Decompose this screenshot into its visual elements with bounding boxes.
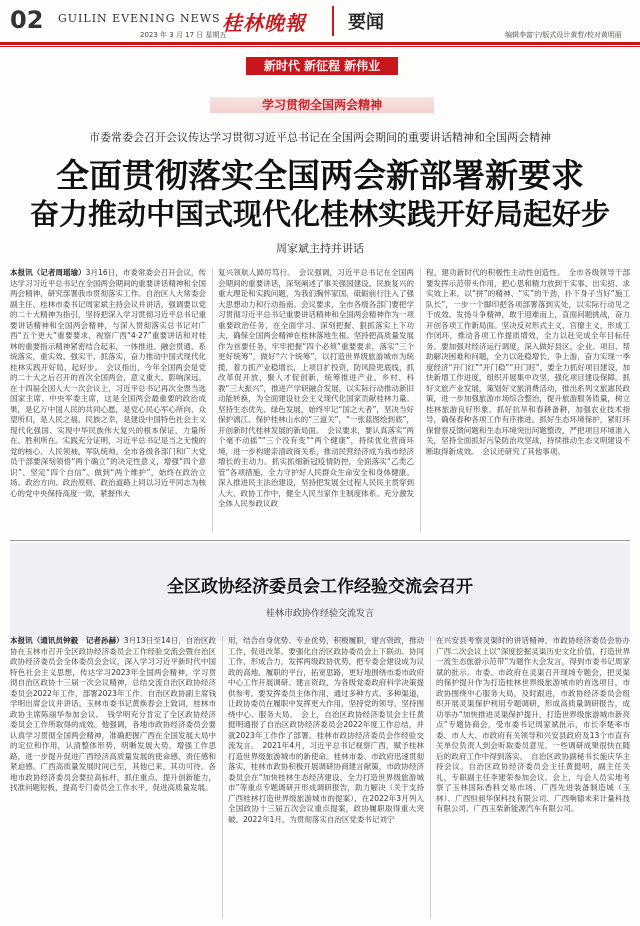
page-number: 02 <box>10 6 44 34</box>
column-rule <box>212 268 213 532</box>
section-title: 要闻 <box>348 12 384 33</box>
story1-kicker: 市委常委会召开会议传达学习贯彻习近平总书记在全国两会期间的重要讲话精神和全国两会精神 <box>89 131 551 144</box>
story2-column-3-text: 在兴安县考察灵渠时的讲话精神，市政协经济委员会协办广西二次会议上以“深度挖掘灵渠历史文化价值，打造世界一流生态旅游示范带”为题作大会发言，得到市委书记周家斌的批示。市委、市政府在灵渠召开现场专题会，把灵渠的保护提升作为打造桂林世界级旅游城市的首选项目，市政协围绕中心服务大局，及时跟进，市政协经济委员会组织开展灵渠保护利用专题调研，形成高质量调研报告，成功举办“加快推进灵渠保护提升，打造世界级旅游城市新亮点”专题协商会，受市委书记周家斌批示，市长李楚率市委、市人大、市政府有关领导和兴安县政府及13个市直有关单位负责人到会听取委员意见，一些调研成果很快在随后的政府工作中得到落实。 自治区政协副秘书长施庆华主持会议。自治区政协经济委员会主任黄挺明，副主任关礼，专职副主任李建荣参加会议。会上，与会人员实地考察了玉林国际香料交易市场、广西先进装备制造城（玉林）、广西恒昶华保科技有限公司、广西响德未来计量科技有限公司、广西玉柴新能源汽车有限公司。 <box>436 636 630 813</box>
story1-column-2 <box>218 268 414 532</box>
story1-headline-line1: 全面贯彻落实全国两会新部署新要求 <box>56 156 584 195</box>
column-rule <box>430 636 431 918</box>
story-divider <box>10 540 630 541</box>
masthead <box>0 0 640 44</box>
story2-subhead: 桂林市政协作经验交流发言 <box>265 609 374 619</box>
logo: 桂林晚報 <box>222 11 306 35</box>
story1-column-1-text: 3月16日，市委常委会召开会议，传达学习习近平总书记在全国两会期间的重要讲话精神和全国两会精神，研究部署我市贯彻落实工作。自治区人大常委会副主任、桂林市委书记周家斌主持会议并讲话，强调要以党的二十大精神为指引，坚持把深入学习贯彻习近平总书记重要讲话精神和全国两会精神，与深入贯彻落实总书记对广西“五个更大”重要要求、视察广西“4·27”重要讲话和对桂林的重要指示精神紧密结合起来，一体推进、融会贯通、系统落实，重实效、强实干、抓落实，奋力推动中国式现代化桂林实践开好局、起好步。 会议指出，今年全国两会是党的二十大之后召开的首次全国两会，意义重大、影响深远。在十四届全国人大一次会议上，习近平总书记再次全票当选国家主席、中央军委主席，这是全国两会最重要的政治成果，是亿万中国人民的共同心愿，是党心民心军心所向、众望所归，是人民之福、民族之幸，是建设中国特色社会主义现代化强国、实现中华民族伟大复兴的根本保证，力量所在、胜利所在。实践充分证明，习近平总书记是当之无愧的党的核心、人民领袖、军队统帅。全市各级各部门和广大党员干部要深刻领悟“两个确立”的决定性意义，增强“四个意识”、坚定“四个自信”、做到“两个维护”，始终在政治立场、政治方向、政治原则、政治道路上同以习近平同志为核心的党中央保持高度一致，紧握伟大 <box>10 268 206 498</box>
issue-date: 2023 年 3 月 17 日 星期五 <box>140 31 227 39</box>
story2-column-3 <box>436 636 630 918</box>
story2-dateline: 本报讯（通讯员钟毅 记者孙赫） <box>10 636 124 645</box>
story2-column-1 <box>10 636 216 918</box>
story1-dateline: 本报讯（记者周瑶瑜） <box>10 268 86 277</box>
slogan-banner: 新时代 新征程 新伟业 <box>246 57 398 75</box>
column-rule <box>222 636 223 918</box>
story2-column-1-text: 3月13日至14日，自治区政协在玉林市召开全区政协经济委员会工作经验交流会暨自治区政协经济委员会全体委员会会议，深入学习习近平新时代中国特色社会主义思想，传达学习2023年全国两会精神，学习贯彻自治区政协十三届一次会议精神，总结交流自治区政协经济委员会2022年工作，部署2023年工作。自治区政协副主席钱学明出席会议并讲话。玉林市委书记黄焕春会上致词，桂林市政协主席陈丽华参加会议。 钱学明充分肯定了全区政协经济委员会工作所取得的成效。他强调，各地市政协经济委员会要认真学习贯彻全国两会精神，准确把握广西在全国发展大局中的定位和作用，认清整体形势，明晰发展大势，增强工作思路，进一步提升促进广西经济高质量发展的使命感、责任感和紧迫感。广西高质量发展时间已至，其他已来，其功可待。各地市政协经济委员会要拉高标杆，抓住重点，提升创新能力，找准问题短板，提高专门委员会工作水平，促进高质量发展。 <box>10 636 216 792</box>
masthead-divider <box>332 6 334 36</box>
column-rule <box>420 268 421 532</box>
story2-column-2 <box>228 636 424 918</box>
story1-column-1 <box>10 268 206 532</box>
story1-column-2-text: 复兴领航人踔厉笃行。 会议强调，习近平总书记在全国两会期间的重要讲话，深刻阐述了事关强国建设、民族复兴的重大理论和实践问题，为我们胸怀家国、砥砺前行注入了强大思想动力和行动指南。会议要求，全市各级各部门要把学习贯彻习近平总书记重要讲话精神和全国两会精神作为一项重要政治任务，在全面学习、深刻把握、狠抓落实上下功夫，确保全国两会精神在桂林落地生根。坚持把高质量发展作为首要任务，牢牢把握“四个必须”重要要求，落实“三个更好统筹”，做好“六个统筹”，以打造世界级旅游城市为统揽，着力抓产业稳增长，上项目扩投资，防风险兜底线，抓改革促开放，聚人才促创新，统筹推进产业、乡村、科教“三大振兴”，推进产学研融合发展，以实际行动推动新旧动能转换，为全面建设社会主义现代化国家贡献桂林力量。坚持生态优先、绿色发展，始终牢记“国之大者”，坚决当好保护漓江、保护桂林山水的“三道关”，“一张蓝图绘到底”，开创新时代桂林发展的新局面。 会议要求，要认真落实“两个毫不动摇”“三个没有变”“两个健康”，持续优化营商环境，进一步构建亲清政商关系，推动民营经济成为我市经济增长的主动力。抓实抓细新冠疫情防控，全面落实“乙类乙管”各项措施，全力守护好人民群众生命安全和身体健康。深入推进民主法治建设，坚持把发展全过程人民民主贯穿到人大、政协工作中，健全人民当家作主制度体系。充分激发全体人民参政议政 <box>218 268 414 508</box>
english-name: GUILIN EVENING NEWS <box>58 12 221 25</box>
masthead-rule-thin <box>0 46 640 47</box>
story1-byline: 周家斌主持并讲话 <box>276 242 364 255</box>
story1-column-3 <box>426 268 630 532</box>
editors-credit: 编辑李富宁/版式设计黄哲/校对黄明丽 <box>505 31 622 39</box>
story2-headline: 全区政协经济委员会工作经验交流会召开 <box>167 577 473 597</box>
story2-column-2-text: 用，结合自身优势、专业优势，积极履职，建言资政，推动工作，促进改革。要强化自治区政协委员会上下联动、协同工作，形成合力，发挥两级政协优势，把专委会建设成为议政的高地、履职的平台，拓宽思路，更好地围绕市委市政府中心工作开展调研、建言资政，为各级党委政府科学决策提供参考。要发挥委员主体作用，通过多种方式、多种渠道，让政协委员在履职中发挥更大作用，坚持党的领导，坚持围绕中心、服务大局。 会上，自治区政协经济委员会主任黄挺明通报了自治区政协经济委员会2022年度工作总结，并就2023年工作作了部署。桂林市政协经济委员会作经验交流发言。 2021年4月，习近平总书记视察广西，赋予桂林打造世界级旅游城市的新使命。桂林市委、市政府迅速贯彻落实，桂林市政协积极开展调研协商建言献策，市政协经济委员会在“加快桂林生态经济建设、全力打造世界级旅游城市”等重点专题调研开形成调研报告，助力解决（关于支持广西桂林打造世界级旅游城市的提案），在2022年3月列入全国政协十三届五次会议重点提案，政协履职取得重大突破。2022年1月，为贯彻落实自治区党委书记刘宁 <box>228 636 424 824</box>
slogan-subbanner: 学习贯彻全国两会精神 <box>210 97 434 113</box>
masthead-rule <box>0 42 640 45</box>
story1-column-3-text: 程，建功新时代的积极性主动性创造性。 全市各级领导干部要发挥示范带头作用，把心思和精力放到干实事、出实招、求实效上来，以“拼”的精神、“实”的干劲，扑下身子当好“施工队长”，一步一个脚印把各项部署落到实处，以实际行动见之于成效。发扬斗争精神，敢于迎难而上，直面问题挑战，奋力开创各项工作新局面。坚决反对形式主义、官僚主义，形成工作闭环，推动各项工作提质增效，全力以赴完成全年目标任务。要加强对经济运行调度，深入做好县区、企业、项目、帮助解决困难和问题，全力以赴稳增长、争上游，奋力实现一季度经济“开门红”“开门稳”“开门旺”，要全力抓好项目建设，加快新增工作进度，组织开展集中攻坚，强化项目建设保障。抓好文旅产业发展，策划好文旅消费活动，推出系列文旅惠民政策，进一步加强旅游市场综合整治，提升旅游服务质量，树立桂林旅游良好形象。抓好抗旱和春耕备耕，加强农业技术指导，确保春种各项工作有序推进。抓好生态环境保护，紧盯环保督察反馈问题和生态环境突出问题整改，严把项目环境准入关，坚持全面抓好污染防治攻坚战，持续推动生态文明建设不断取得新成效。 会议还研究了其他事项。 <box>426 268 630 456</box>
story1-headline-line2: 奋力推动中国式现代化桂林实践开好局起好步 <box>30 197 611 231</box>
